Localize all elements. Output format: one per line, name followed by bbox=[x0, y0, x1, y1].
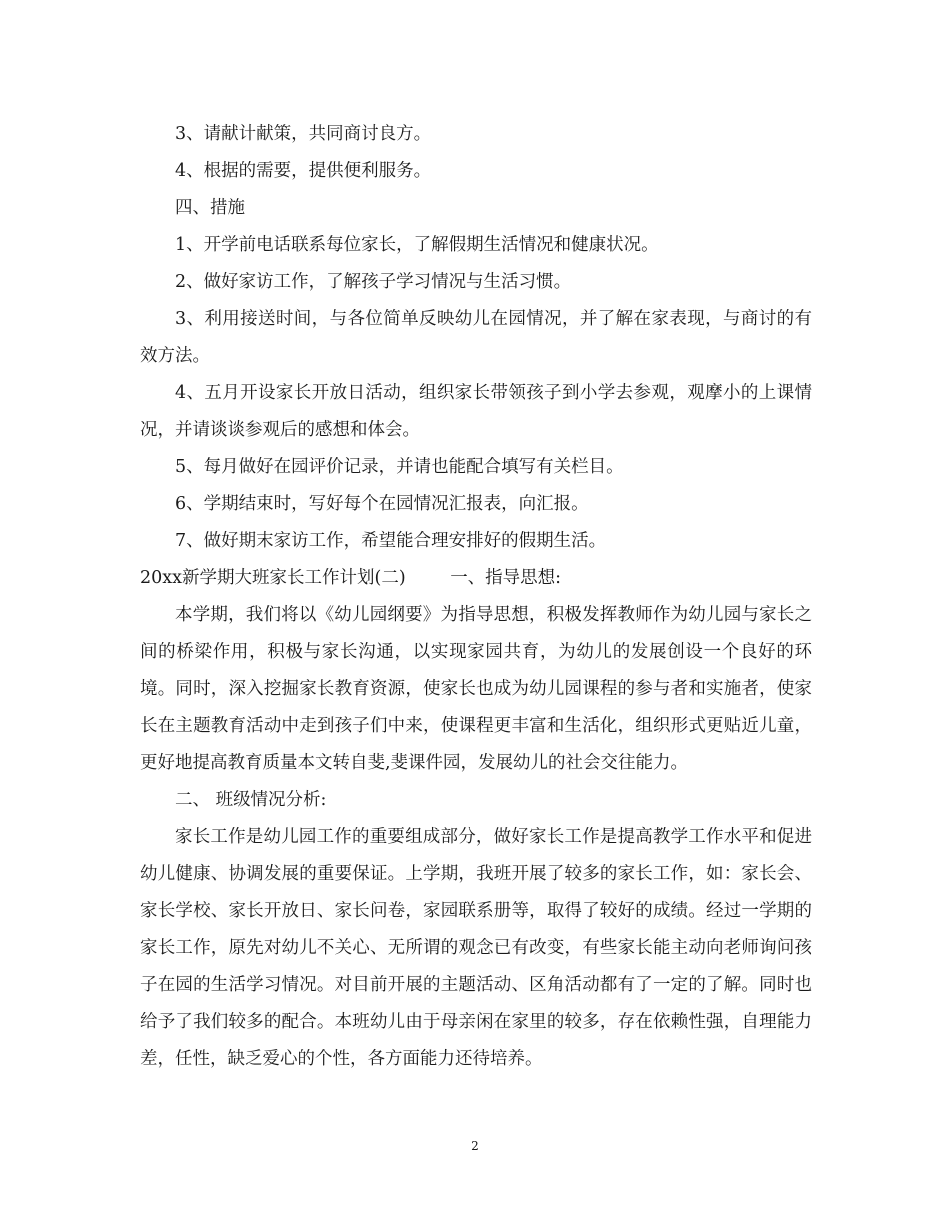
measure-item-2: 2、做好家访工作，了解孩子学习情况与生活习惯。 bbox=[175, 272, 572, 292]
measure-item-6: 6、学期结束时，写好每个在园情况汇报表，向汇报。 bbox=[175, 494, 589, 514]
measure-item-5: 5、每月做好在园评价记录，并请也能配合填写有关栏目。 bbox=[175, 457, 624, 477]
class-analysis-paragraph: 家长工作是幼儿园工作的重要组成部分，做好家长工作是提高教学工作水平和促进幼儿健康、协调发展的重要保证。上学期，我班开展了较多的家长工作，如：家长会、家长学校、家长开放日、家长问卷，家园联系册等，取得了较好的成绩。经过一学期的家长工作，原先对幼儿不关心、无所谓的观念已有改变，有些家长能主动向老师询问孩子在园的生活学习情况。对目前开展的主题活动、区角活动都有了一定的了解。同时也给予了我们较多的配合。本班幼儿由于母亲闲在家里的较多，存在依赖性强，自理能力差，任性，缺乏爱心的个性，各方面能力还待培养。 bbox=[140, 827, 812, 1069]
document-body bbox=[140, 116, 812, 1078]
list-item-4: 4、根据的需要，提供便利服务。 bbox=[175, 161, 432, 181]
measure-item-3: 3、利用接送时间，与各位简单反映幼儿在园情况，并了解在家表现，与商讨的有效方法。 bbox=[140, 309, 812, 366]
guiding-heading: 一、指导思想: bbox=[450, 568, 562, 588]
plan-title-line bbox=[140, 560, 812, 597]
list-item-3: 3、请献计献策，共同商讨良方。 bbox=[175, 124, 432, 144]
class-analysis-heading: 二、 班级情况分析: bbox=[175, 790, 327, 810]
plan-title: 20xx新学期大班家长工作计划(二) bbox=[140, 568, 406, 588]
guiding-paragraph: 本学期，我们将以《幼儿园纲要》为指导思想，积极发挥教师作为幼儿园与家长之间的桥梁作用，积极与家长沟通，以实现家园共育，为幼儿的发展创设一个良好的环境。同时，深入挖掘家长教育资源，使家长也成为幼儿园课程的参与者和实施者，使家长在主题教育活动中走到孩子们中来，使课程更丰富和生活化，组织形式更贴近儿童，更好地提高教育质量本文转自斐,斐课件园，发展幼儿的社会交往能力。 bbox=[140, 605, 812, 773]
measure-item-4: 4、五月开设家长开放日活动，组织家长带领孩子到小学去参观，观摩小的上课情况，并请谈谈参观后的感想和体会。 bbox=[140, 383, 812, 440]
page-number: 2 bbox=[471, 1139, 479, 1153]
measure-item-7: 7、做好期末家访工作，希望能合理安排好的假期生活。 bbox=[175, 531, 607, 551]
section-heading-measures: 四、措施 bbox=[175, 198, 245, 218]
measure-item-1: 1、开学前电话联系每位家长，了解假期生活情况和健康状况。 bbox=[175, 235, 659, 255]
